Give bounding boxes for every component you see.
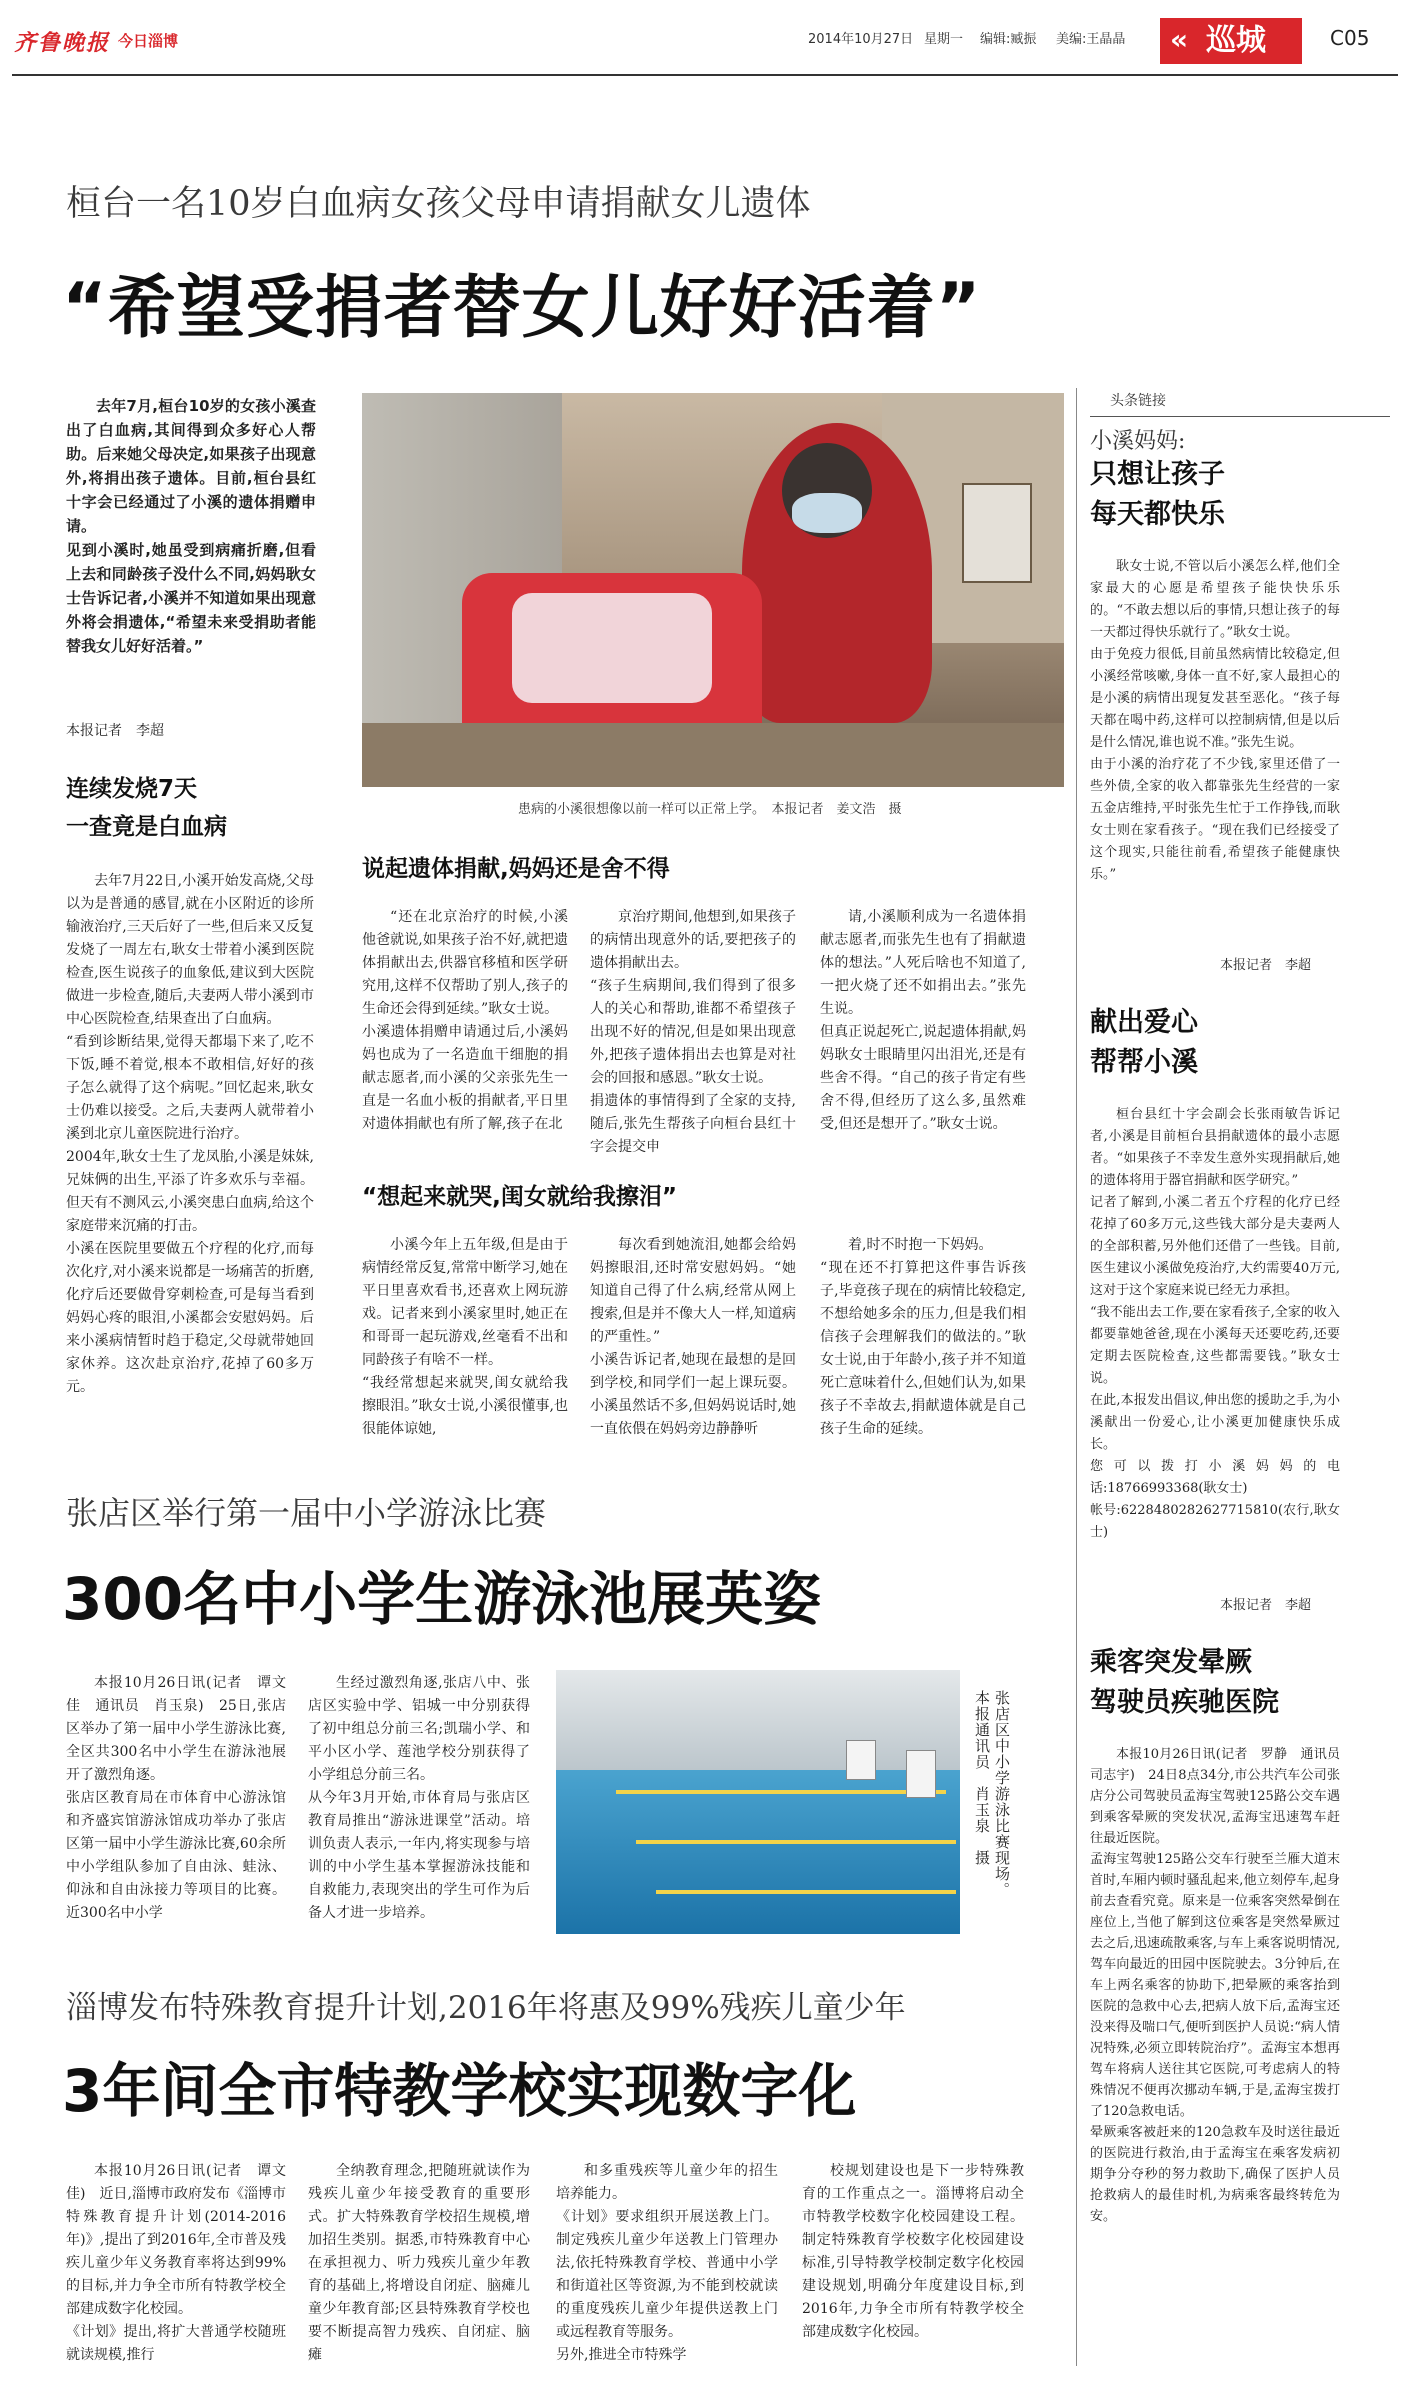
sub3-col3: 着,时不时抱一下妈妈。 “现在还不打算把这件事告诉孩子,毕竟孩子现在的病情比较稳定,不想给她多余的压力,但是我们相信孩子会理解我们的做法的。”耿女士说,由于年龄小,孩子并不知道死亡意味着什么,但她们认为,如果孩子不幸故去,捐献遗体就是自己孩子生命的延续。 <box>820 1237 1026 1437</box>
sidebar1-title-line1: 只想让孩子 <box>1090 459 1225 490</box>
article1-lead: 去年7月,桓台10岁的女孩小溪查出了白血病,其间得到众多好心人帮助。后来她父母决定,如果孩子出现意外,将捐出孩子遗体。目前,桓台县红十字会已经通过了小溪的遗体捐赠申请。 见到小溪时,她虽受到病痛折磨,但看上去和同龄孩子没什么不同,妈妈耿女士告诉记者,小溪并不知道如果出现意外将会捐遗体,“希望未来受捐助者能替我女儿好好活着。” <box>66 397 316 655</box>
sub2-col1: “还在北京治疗的时候,小溪他爸就说,如果孩子治不好,就把遗体捐献出去,供器官移植和医学研究用,这样不仅帮助了别人,孩子的生命还会得到延续。”耿女士说。 小溪遗体捐赠申请通过后,小溪妈妈也成为了一名造血干细胞的捐献志愿者,而小溪的父亲张先生一直是一名血小板的捐献者,平日里对遗体捐献也有所了解,孩子在北 <box>362 909 568 1132</box>
designer-credit: 美编:王晶晶 <box>1056 32 1126 47</box>
article1-headline: “希望受捐者替女儿好好活着” <box>62 269 982 348</box>
sub2-col3: 请,小溪顺利成为一名遗体捐献志愿者,而张先生也有了捐献遗体的想法。”人死后啥也不知道了,一把火烧了还不如捐出去。”张先生说。 但真正说起死亡,说起遗体捐献,妈妈耿女士眼睛里闪出泪光,还是有些舍不得。“自己的孩子肯定有些舍不得,但经历了这么多,虽然难受,但还是想开了。”耿女士说。 <box>820 909 1026 1132</box>
sidebar3-title-line1: 乘客突发晕厥 <box>1090 1647 1252 1678</box>
masthead <box>0 0 1409 80</box>
sub1-title-line2: 一查竟是白血病 <box>66 814 227 840</box>
article1-photo-caption: 患病的小溪很想像以前一样可以正常上学。 本报记者 姜文浩 摄 <box>518 802 902 817</box>
article2-col2: 生经过激烈角逐,张店八中、张店区实验中学、铝城一中分别获得了初中组总分前三名;凯瑞小学、和平小区小学、莲池学校分别获得了小学组总分前三名。 从今年3月开始,市体育局与张店区教育局推出“游泳进课堂”活动。培训负责人表示,一年内,将实现参与培训的中小学生基本掌握游泳技能和自救能力,表现突出的学生可作为后备人才进一步培养。 <box>308 1675 530 1921</box>
article3-col4: 校规划建设也是下一步特殊教育的工作重点之一。淄博将启动全市特教学校数字化校园建设工程。制定特殊教育学校数字化校园建设标准,引导特教学校制定数字化校园建设规划,明确分年度建设目标,到2016年,力争全市所有特教学校全部建成数字化校园。 <box>802 2163 1024 2340</box>
sub2-col2: 京治疗期间,他想到,如果孩子的病情出现意外的话,要把孩子的遗体捐献出去。 “孩子生病期间,我们得到了很多人的关心和帮助,谁都不希望孩子出现不好的情况,但是如果出现意外,把孩子遗体捐出去也算是对社会的回报和感恩。”耿女士说。 捐遗体的事情得到了全家的支持,随后,张先生帮孩子向桓台县红十字会提交申 <box>590 909 796 1155</box>
article2-col1: 本报10月26日讯(记者 谭文佳 通讯员 肖玉泉) 25日,张店区举办了第一届中小学生游泳比赛,全区共300名中小学生在游泳池展开了激烈角逐。 张店区教育局在市体育中心游泳馆和齐盛宾馆游泳馆成功举办了张店区第一届中小学生游泳比赛,60余所中小学组队参加了自由泳、蛙泳、仰泳和自由泳接力等项目的比赛。近300名中小学 <box>66 1675 286 1921</box>
sidebar1-title-line2: 每天都快乐 <box>1090 499 1225 530</box>
article3-kicker: 淄博发布特殊教育提升计划,2016年将惠及99%残疾儿童少年 <box>66 1990 906 2026</box>
sidebar1-text: 耿女士说,不管以后小溪怎么样,他们全家最大的心愿是希望孩子能快快乐乐的。“不敢去想以后的事情,只想让孩子的每一天都过得快乐就行了。”耿女士说。 由于免疫力很低,目前虽然病情比较稳定,但小溪经常咳嗽,身体一直不好,家人最担心的是小溪的病情出现复发甚至恶化。“孩子每天都在喝中药,这样可以控制病情,但是以后是什么情况,谁也说不准。”张先生说。 由于小溪的治疗花了不少钱,家里还借了一些外债,全家的收入都靠张先生经营的一家五金店维持,平时张先生忙于工作挣钱,而耿女士则在家看孩子。“现在我们已经接受了这个现实,只能往前看,希望孩子能健康快乐。” <box>1090 559 1340 882</box>
sidebar2-title-line1: 献出爱心 <box>1090 1007 1198 1038</box>
article2-headline: 300名中小学生游泳池展英姿 <box>62 1565 822 1633</box>
sidebar1-kicker: 小溪妈妈: <box>1090 429 1186 454</box>
article3-col2: 全纳教育理念,把随班就读作为残疾儿童少年接受教育的重要形式。扩大特殊教育学校招生规模,增加招生类别。据悉,市特殊教育中心在承担视力、听力残疾儿童少年教育的基础上,将增设自闭症、脑瘫儿童少年教育部;区县特殊教育学校也要不断提高智力残疾、自闭症、脑瘫 <box>308 2163 530 2363</box>
sidebar1-byline: 本报记者 李超 <box>1220 958 1312 973</box>
sub1-title-line1: 连续发烧7天 <box>66 776 198 802</box>
article2-vertical-caption-1: 张店区中小学游泳比赛现场。 <box>993 1690 1011 1898</box>
article2-vertical-caption-2: 本报通讯员 肖玉泉 摄 <box>973 1690 991 1866</box>
section-badge <box>1160 18 1302 64</box>
article3-headline: 3年间全市特教学校实现数字化 <box>62 2057 857 2125</box>
article2-kicker: 张店区举行第一届中小学游泳比赛 <box>66 1494 547 1532</box>
page-number: C05 <box>1330 26 1370 50</box>
sidebar2-text: 桓台县红十字会副会长张雨敏告诉记者,小溪是目前桓台县捐献遗体的最小志愿者。“如果孩子不幸发生意外实现捐献后,她的遗体将用于器官捐献和医学研究。” 记者了解到,小溪二者五个疗程的化疗已经花掉了60多万元,这些钱大部分是夫妻两人的全部积蓄,另外他们还借了一些钱。目前,医生建议小溪做免疫治疗,大约需要40万元,这对于这个家庭来说已经无力承担。 “我不能出去工作,要在家看孩子,全家的收入都要靠她爸爸,现在小溪每天还要吃药,还要定期去医院检查,这些都需要钱。”耿女士说。 在此,本报发出倡议,伸出您的援助之手,为小溪献出一份爱心,让小溪更加健康快乐成长。 您可以拨打小溪妈妈的电话:18766993368(耿女士) 帐号:6228480282627715810(农行,耿女士) <box>1090 1107 1340 1540</box>
sub3-col2: 每次看到她流泪,她都会给妈妈擦眼泪,还时常安慰妈妈。“她知道自己得了什么病,经常从网上搜索,但是并不像大人一样,知道病的严重性。” 小溪告诉记者,她现在最想的是回到学校,和同学们一起上课玩耍。小溪虽然话不多,但妈妈说话时,她一直依偎在妈妈旁边静静听 <box>590 1237 796 1437</box>
article3-col1: 本报10月26日讯(记者 谭文佳) 近日,淄博市政府发布《淄博市特殊教育提升计划(2014-2016年)》,提出了到2016年,全市普及残疾儿童少年义务教育率将达到99%的目标,并力争全市所有特教学校全部建成数字化校园。 《计划》提出,将扩大普通学校随班就读规模,推行 <box>66 2163 286 2363</box>
masthead-rule <box>12 74 1398 76</box>
sidebar2-title-line2: 帮帮小溪 <box>1090 1047 1198 1078</box>
sidebar3-title-line2: 驾驶员疾驰医院 <box>1090 1687 1279 1718</box>
editor-credit: 编辑:臧振 <box>980 32 1037 47</box>
sidebar3-text: 本报10月26日讯(记者 罗静 通讯员 司志宇) 24日8点34分,市公共汽车公司张店分公司驾驶员孟海宝驾驶125路公交车遇到乘客晕厥的突发状况,孟海宝迅速驾车赶往最近医院。 孟海宝驾驶125路公交车行驶至兰雁大道末首时,车厢内顿时骚乱起来,他立刻停车,起身前去查看究竟。原来是一位乘客突然晕倒在座位上,当他了解到这位乘客是突然晕厥过去之后,迅速疏散乘客,与车上乘客说明情况,驾车向最近的田园中医院驶去。3分钟后,在车上两名乘客的协助下,把晕厥的乘客抬到医院的急救中心去,把病人放下后,孟海宝还没来得及喘口气,便听到医护人员说:“病人情况特殊,必须立即转院治疗”。孟海宝本想再驾车将病人送往其它医院,可考虑病人的特殊情况不便再次挪动车辆,于是,孟海宝拨打了120急救电话。 晕厥乘客被赶来的120急救车及时送往最近的医院进行救治,由于孟海宝在乘客发病初期争分夺秒的努力救助下,确保了医护人员抢救病人的最佳时机,为病乘客最终转危为安。 <box>1090 1747 1340 2224</box>
sub3-col1: 小溪今年上五年级,但是由于病情经常反复,常常中断学习,她在平日里喜欢看书,还喜欢上网玩游戏。记者来到小溪家里时,她正在和哥哥一起玩游戏,丝毫看不出和同龄孩子有啥不一样。 “我经常想起来就哭,闺女就给我擦眼泪。”耿女士说,小溪很懂事,也很能体谅她, <box>362 1237 568 1437</box>
issue-weekday: 星期一 <box>924 32 964 47</box>
issue-date: 2014年10月27日 <box>808 32 914 47</box>
article1-byline: 本报记者 李超 <box>66 723 164 739</box>
article3-col3: 和多重残疾等儿童少年的招生培养能力。 《计划》要求组织开展送教上门。制定残疾儿童少年送教上门管理办法,依托特殊教育学校、普通中小学和街道社区等资源,为不能到校就读的重度残疾儿童少年提供送教上门或远程教育等服务。 另外,推进全市特殊学 <box>556 2163 778 2363</box>
edition-label: 今日淄博 <box>118 32 179 50</box>
sub1-text: 去年7月22日,小溪开始发高烧,父母以为是普通的感冒,就在小区附近的诊所输液治疗,三天后好了一些,但后来又反复发烧了一周左右,耿女士带着小溪到医院检查,医生说孩子的血象低,建议到大医院做进一步检查,随后,夫妻两人带小溪到市中心医院检查,结果查出了白血病。 “看到诊断结果,觉得天都塌下来了,吃不下饭,睡不着觉,根本不敢相信,好好的孩子怎么就得了这个病呢。”回忆起来,耿女士仍难以接受。之后,夫妻两人就带着小溪到北京儿童医院进行治疗。 2004年,耿女士生了龙凤胎,小溪是妹妹,兄妹俩的出生,平添了许多欢乐与幸福。但天有不测风云,小溪突患白血病,给这个家庭带来沉痛的打击。 小溪在医院里要做五个疗程的化疗,而每次化疗,对小溪来说都是一场痛苦的折磨,化疗后还要做骨穿刺检查,可是每当看到妈妈心疼的眼泪,小溪都会安慰妈妈。后来小溪病情暂时趋于稳定,父母就带她回家休养。这次赴京治疗,花掉了60多万元。 <box>66 873 314 1395</box>
section-name: 巡城 <box>1206 23 1266 58</box>
sidebar1-tag: 头条链接 <box>1110 393 1166 409</box>
sidebar-divider <box>1076 388 1077 2366</box>
sub2-title: 说起遗体捐献,妈妈还是舍不得 <box>362 856 670 882</box>
swimming-pool-photo <box>556 1670 960 1934</box>
article1-kicker: 桓台一名10岁白血病女孩父母申请捐献女儿遗体 <box>66 184 811 224</box>
girl-backpack-photo <box>362 393 1064 787</box>
paper-logo: 齐鲁晚报 <box>14 30 111 56</box>
sidebar2-byline: 本报记者 李超 <box>1220 1598 1312 1613</box>
sub3-title: “想起来就哭,闺女就给我擦泪” <box>362 1184 677 1210</box>
sidebar1-rule <box>1090 416 1390 417</box>
chevron-left-icon: « <box>1170 23 1189 56</box>
